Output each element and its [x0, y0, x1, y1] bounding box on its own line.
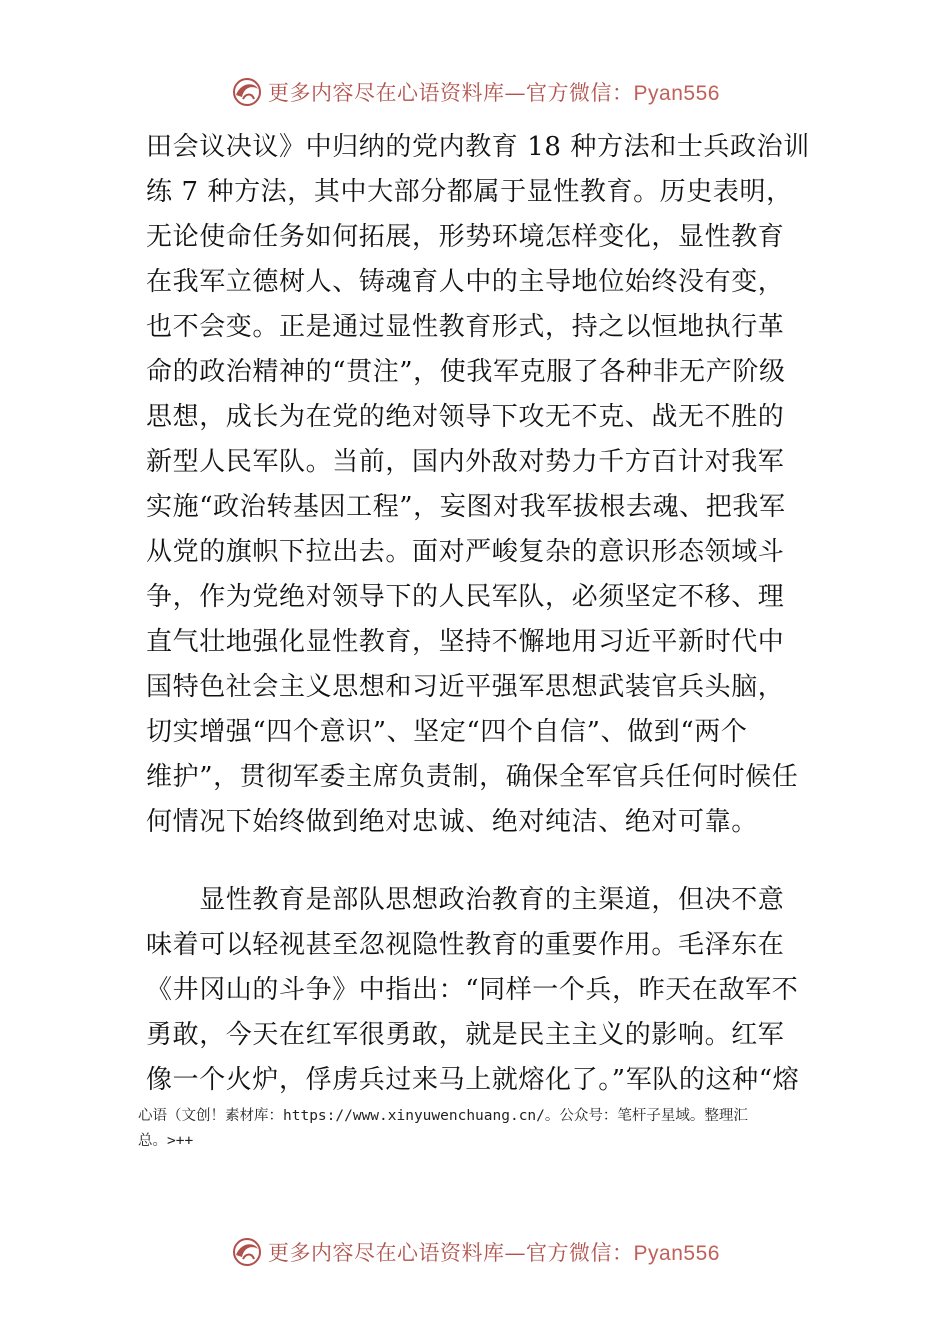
paragraph-line: 维护”，贯彻军委主席负责制，确保全军官兵任何时候任 [146, 762, 799, 792]
paragraph-line: 田会议决议》中归纳的党内教育 18 种方法和士兵政治训 [146, 132, 810, 162]
paragraph-line: 无论使命任务如何拓展，形势环境怎样变化，显性教育 [146, 222, 785, 252]
paragraph-2 [146, 878, 826, 1103]
paragraph-line: 《井冈山的斗争》中指出：“同样一个兵，昨天在敌军不 [146, 975, 799, 1005]
source-note [138, 1104, 838, 1154]
paragraph-line: 思想，成长为在党的绝对领导下攻无不克、战无不胜的 [146, 402, 785, 432]
swirl-logo-icon [230, 75, 264, 109]
paragraph-line: 也不会变。正是通过显性教育形式，持之以恒地执行革 [146, 312, 785, 342]
header-banner-text [268, 77, 720, 107]
header-banner-label: 更多内容尽在心语资料库—官方微信： [268, 81, 634, 105]
paragraph-line: 国特色社会主义思想和习近平强军思想武装官兵头脑， [146, 672, 785, 702]
swirl-logo-icon [230, 1235, 264, 1269]
paragraph-line: 实施“政治转基因工程”，妄图对我军拔根去魂、把我军 [146, 492, 786, 522]
footer-banner-text [268, 1237, 720, 1267]
paragraph-line: 在我军立德树人、铸魂育人中的主导地位始终没有变， [146, 267, 785, 297]
paragraph-line: 从党的旗帜下拉出去。面对严峻复杂的意识形态领域斗 [146, 537, 785, 567]
paragraph-line: 争，作为党绝对领导下的人民军队，必须坚定不移、理 [146, 582, 785, 612]
paragraph-line: 直气壮地强化显性教育，坚持不懈地用习近平新时代中 [146, 627, 785, 657]
paragraph-line: 新型人民军队。当前，国内外敌对势力千方百计对我军 [146, 447, 785, 477]
footer-banner [0, 1232, 950, 1272]
footer-wechat-id: Pyan556 [633, 1242, 720, 1265]
paragraph-line: 切实增强“四个意识”、坚定“四个自信”、做到“两个 [146, 717, 748, 747]
header-banner [0, 72, 950, 112]
paragraph-line: 显性教育是部队思想政治教育的主渠道，但决不意 [146, 885, 785, 915]
paragraph-line: 命的政治精神的“贯注”，使我军克服了各种非无产阶级 [146, 357, 786, 387]
source-note-line: 总。>++ [138, 1133, 194, 1149]
paragraph-line: 味着可以轻视甚至忽视隐性教育的重要作用。毛泽东在 [146, 930, 785, 960]
paragraph-line: 勇敢，今天在红军很勇敢，就是民主主义的影响。红军 [146, 1020, 785, 1050]
paragraph-line: 何情况下始终做到绝对忠诚、绝对纯洁、绝对可靠。 [146, 807, 758, 837]
paragraph-line: 像一个火炉，俘虏兵过来马上就熔化了。”军队的这种“熔 [146, 1065, 800, 1095]
source-note-line: 心语（文创！素材库：https://www.xinyuwenchuang.cn/。公众号：笔杆子星域。整理汇 [138, 1108, 748, 1124]
header-wechat-id: Pyan556 [633, 82, 720, 105]
paragraph-1 [146, 125, 826, 845]
paragraph-line: 练 7 种方法，其中大部分都属于显性教育。历史表明， [146, 177, 793, 207]
footer-banner-label: 更多内容尽在心语资料库—官方微信： [268, 1241, 634, 1265]
